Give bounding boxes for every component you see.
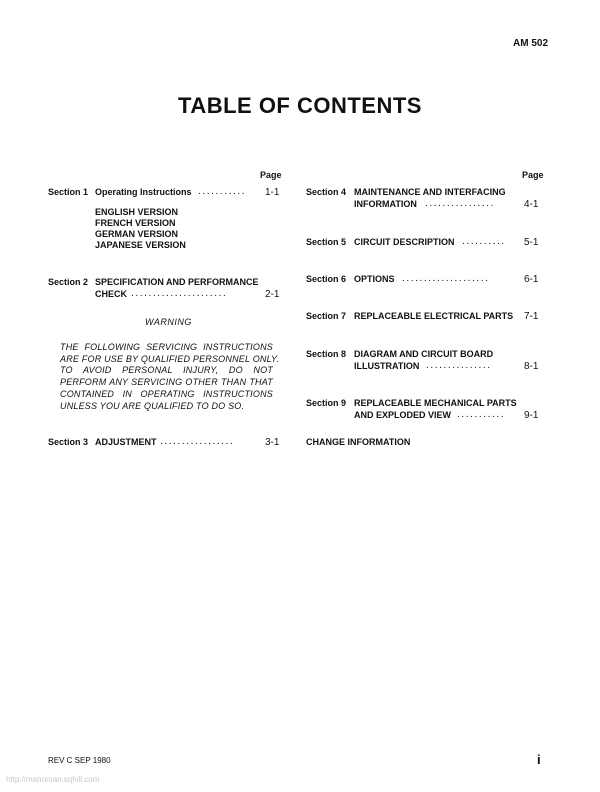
right-page-column-label: Page [522,170,544,180]
page-ref: 9-1 [524,410,539,421]
section-title: SPECIFICATION AND PERFORMANCE [95,277,259,287]
leader-dots: ................. [160,436,235,447]
section-title: REPLACEABLE ELECTRICAL PARTS [354,311,514,321]
warning-line: PERFORM ANY SERVICING OTHER THAN THAT [60,377,273,388]
warning-line: CONTAINED IN OPERATING INSTRUCTIONS [60,388,273,399]
warning-line: ARE FOR USE BY QUALIFIED PERSONNEL ONLY. [60,353,280,364]
page-number: i [537,752,541,767]
revision-date: REV C SEP 1980 [48,756,111,765]
section-title: REPLACEABLE MECHANICAL PARTS [354,398,517,408]
section-title-continued: INFORMATION [354,199,417,209]
page-ref: 7-1 [524,311,539,322]
warning-text [60,342,280,412]
page-ref: 5-1 [524,237,539,248]
section-label: Section 7 [306,311,347,321]
section-title-continued: AND EXPLODED VIEW [354,410,452,420]
leader-dots: ............... [426,360,492,371]
warning-line: THE FOLLOWING SERVICING INSTRUCTIONS [60,342,273,352]
section-title: CIRCUIT DESCRIPTION [354,237,455,247]
version-japanese: JAPANESE VERSION [95,240,186,250]
section-title: ADJUSTMENT [95,437,157,447]
section-title: Operating Instructions [95,187,192,197]
toc-entry-change-information[interactable]: CHANGE INFORMATION [306,437,411,447]
version-english: ENGLISH VERSION [95,207,179,217]
page-ref: 2-1 [265,289,280,300]
section-title-continued: ILLUSTRATION [354,361,420,371]
section-label: Section 4 [306,187,347,197]
warning-line: TO AVOID PERSONAL INJURY, DO NOT [60,365,273,376]
section-label: Section 1 [48,187,89,197]
model-number: AM 502 [513,38,549,49]
warning-heading: WARNING [145,317,192,327]
version-german: GERMAN VERSION [95,229,179,239]
section-title: MAINTENANCE AND INTERFACING [354,187,506,197]
section-label: Section 9 [306,398,347,408]
section-title: OPTIONS [354,274,395,284]
leader-dots: ...................... [131,288,228,299]
version-french: FRENCH VERSION [95,218,176,228]
leader-dots: .................... [402,273,490,284]
page-ref: 4-1 [524,199,539,210]
page-ref: 1-1 [265,187,280,198]
page-title: TABLE OF CONTENTS [178,93,422,118]
warning-line: UNLESS YOU ARE QUALIFIED TO DO SO. [60,400,245,411]
section-label: Section 3 [48,437,89,447]
leader-dots: ........... [457,409,506,420]
section-title: DIAGRAM AND CIRCUIT BOARD [354,349,494,359]
section-label: Section 6 [306,274,347,284]
page-ref: 8-1 [524,361,539,372]
section-label: Section 8 [306,349,347,359]
page-ref: 6-1 [524,274,539,285]
page-ref: 3-1 [265,437,280,448]
watermark-url: http://manoman.sqhill.com [6,775,100,784]
left-page-column-label: Page [260,170,282,180]
leader-dots: ........... [198,186,247,197]
section-label: Section 5 [306,237,347,247]
section-label: Section 2 [48,277,89,287]
leader-dots: ................ [425,198,496,209]
leader-dots: .......... [462,236,506,247]
section-title-continued: CHECK [95,289,128,299]
